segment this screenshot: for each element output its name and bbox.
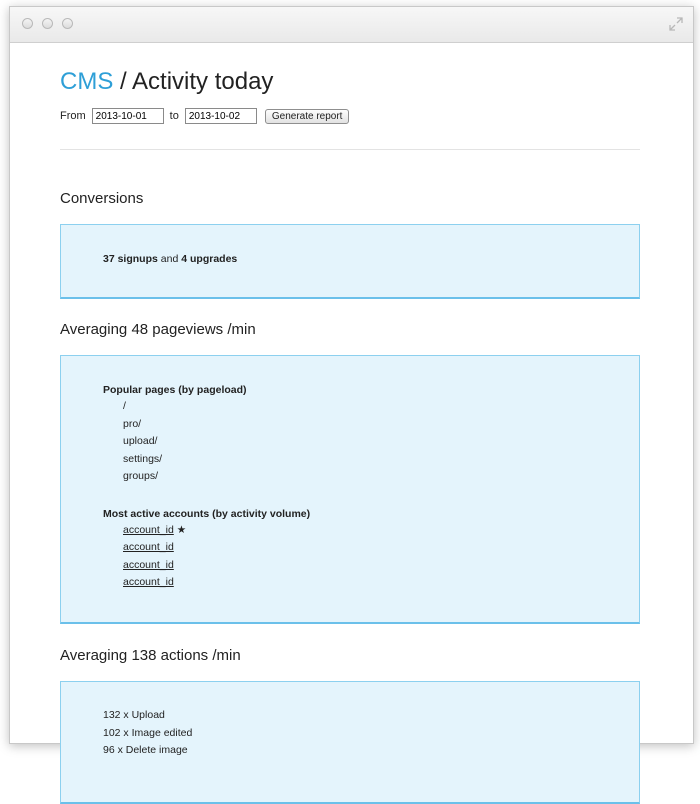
to-label: to bbox=[169, 110, 179, 122]
header-divider bbox=[60, 149, 640, 150]
from-label: From bbox=[60, 110, 86, 122]
title-separator: / bbox=[120, 68, 127, 95]
account-link[interactable]: account_id bbox=[123, 576, 174, 588]
app-name[interactable]: CMS bbox=[60, 68, 114, 95]
actions-title: Averaging 138 actions /min bbox=[60, 647, 241, 664]
list-item: 102 x Image edited bbox=[103, 726, 193, 739]
list-item bbox=[103, 522, 310, 540]
list-item bbox=[103, 574, 310, 592]
actions-content bbox=[103, 707, 192, 760]
conversions-panel bbox=[60, 224, 640, 299]
zoom-window-icon[interactable] bbox=[62, 18, 73, 29]
list-item: upload/ bbox=[123, 435, 158, 447]
spacer bbox=[103, 486, 310, 506]
list-item: 132 x Upload bbox=[103, 709, 165, 721]
close-window-icon[interactable] bbox=[22, 18, 33, 29]
list-item bbox=[103, 557, 310, 575]
account-link[interactable]: account_id bbox=[123, 523, 174, 536]
pageviews-panel bbox=[60, 355, 640, 624]
conversions-title: Conversions bbox=[60, 190, 144, 207]
list-item: groups/ bbox=[123, 470, 159, 482]
pageviews-title: Averaging 48 pageviews /min bbox=[60, 321, 256, 338]
popular-pages-title: Popular pages (by pageload) bbox=[103, 384, 247, 396]
star-icon: ★ bbox=[176, 523, 187, 536]
list-item: settings/ bbox=[123, 452, 163, 465]
fullscreen-icon[interactable] bbox=[669, 17, 683, 31]
browser-window bbox=[9, 6, 694, 756]
conversions-summary bbox=[103, 253, 237, 265]
active-accounts-list bbox=[103, 522, 310, 592]
account-link[interactable]: account_id bbox=[123, 558, 174, 571]
list-item bbox=[103, 539, 310, 557]
active-accounts-title: Most active accounts (by activity volume) bbox=[103, 507, 311, 520]
list-item: pro/ bbox=[123, 417, 142, 430]
actions-panel bbox=[60, 681, 640, 804]
window-titlebar bbox=[10, 7, 693, 43]
fullscreen-arrows-icon bbox=[669, 17, 683, 31]
to-date-input[interactable] bbox=[185, 108, 257, 124]
popular-pages-list bbox=[103, 398, 310, 486]
minimize-window-icon[interactable] bbox=[42, 18, 53, 29]
from-date-input[interactable] bbox=[92, 108, 164, 124]
report-form bbox=[60, 108, 349, 124]
pageviews-content bbox=[103, 382, 310, 592]
list-item: / bbox=[123, 400, 126, 412]
generate-report-button[interactable]: Generate report bbox=[265, 109, 350, 124]
signups-count: 37 signups bbox=[103, 253, 158, 265]
upgrades-count: 4 upgrades bbox=[181, 253, 238, 265]
conversions-and: and bbox=[160, 253, 179, 265]
account-link[interactable]: account_id bbox=[123, 541, 174, 553]
list-item: 96 x Delete image bbox=[103, 744, 188, 756]
page-title-text: Activity today bbox=[132, 68, 274, 95]
page-title bbox=[60, 68, 273, 96]
